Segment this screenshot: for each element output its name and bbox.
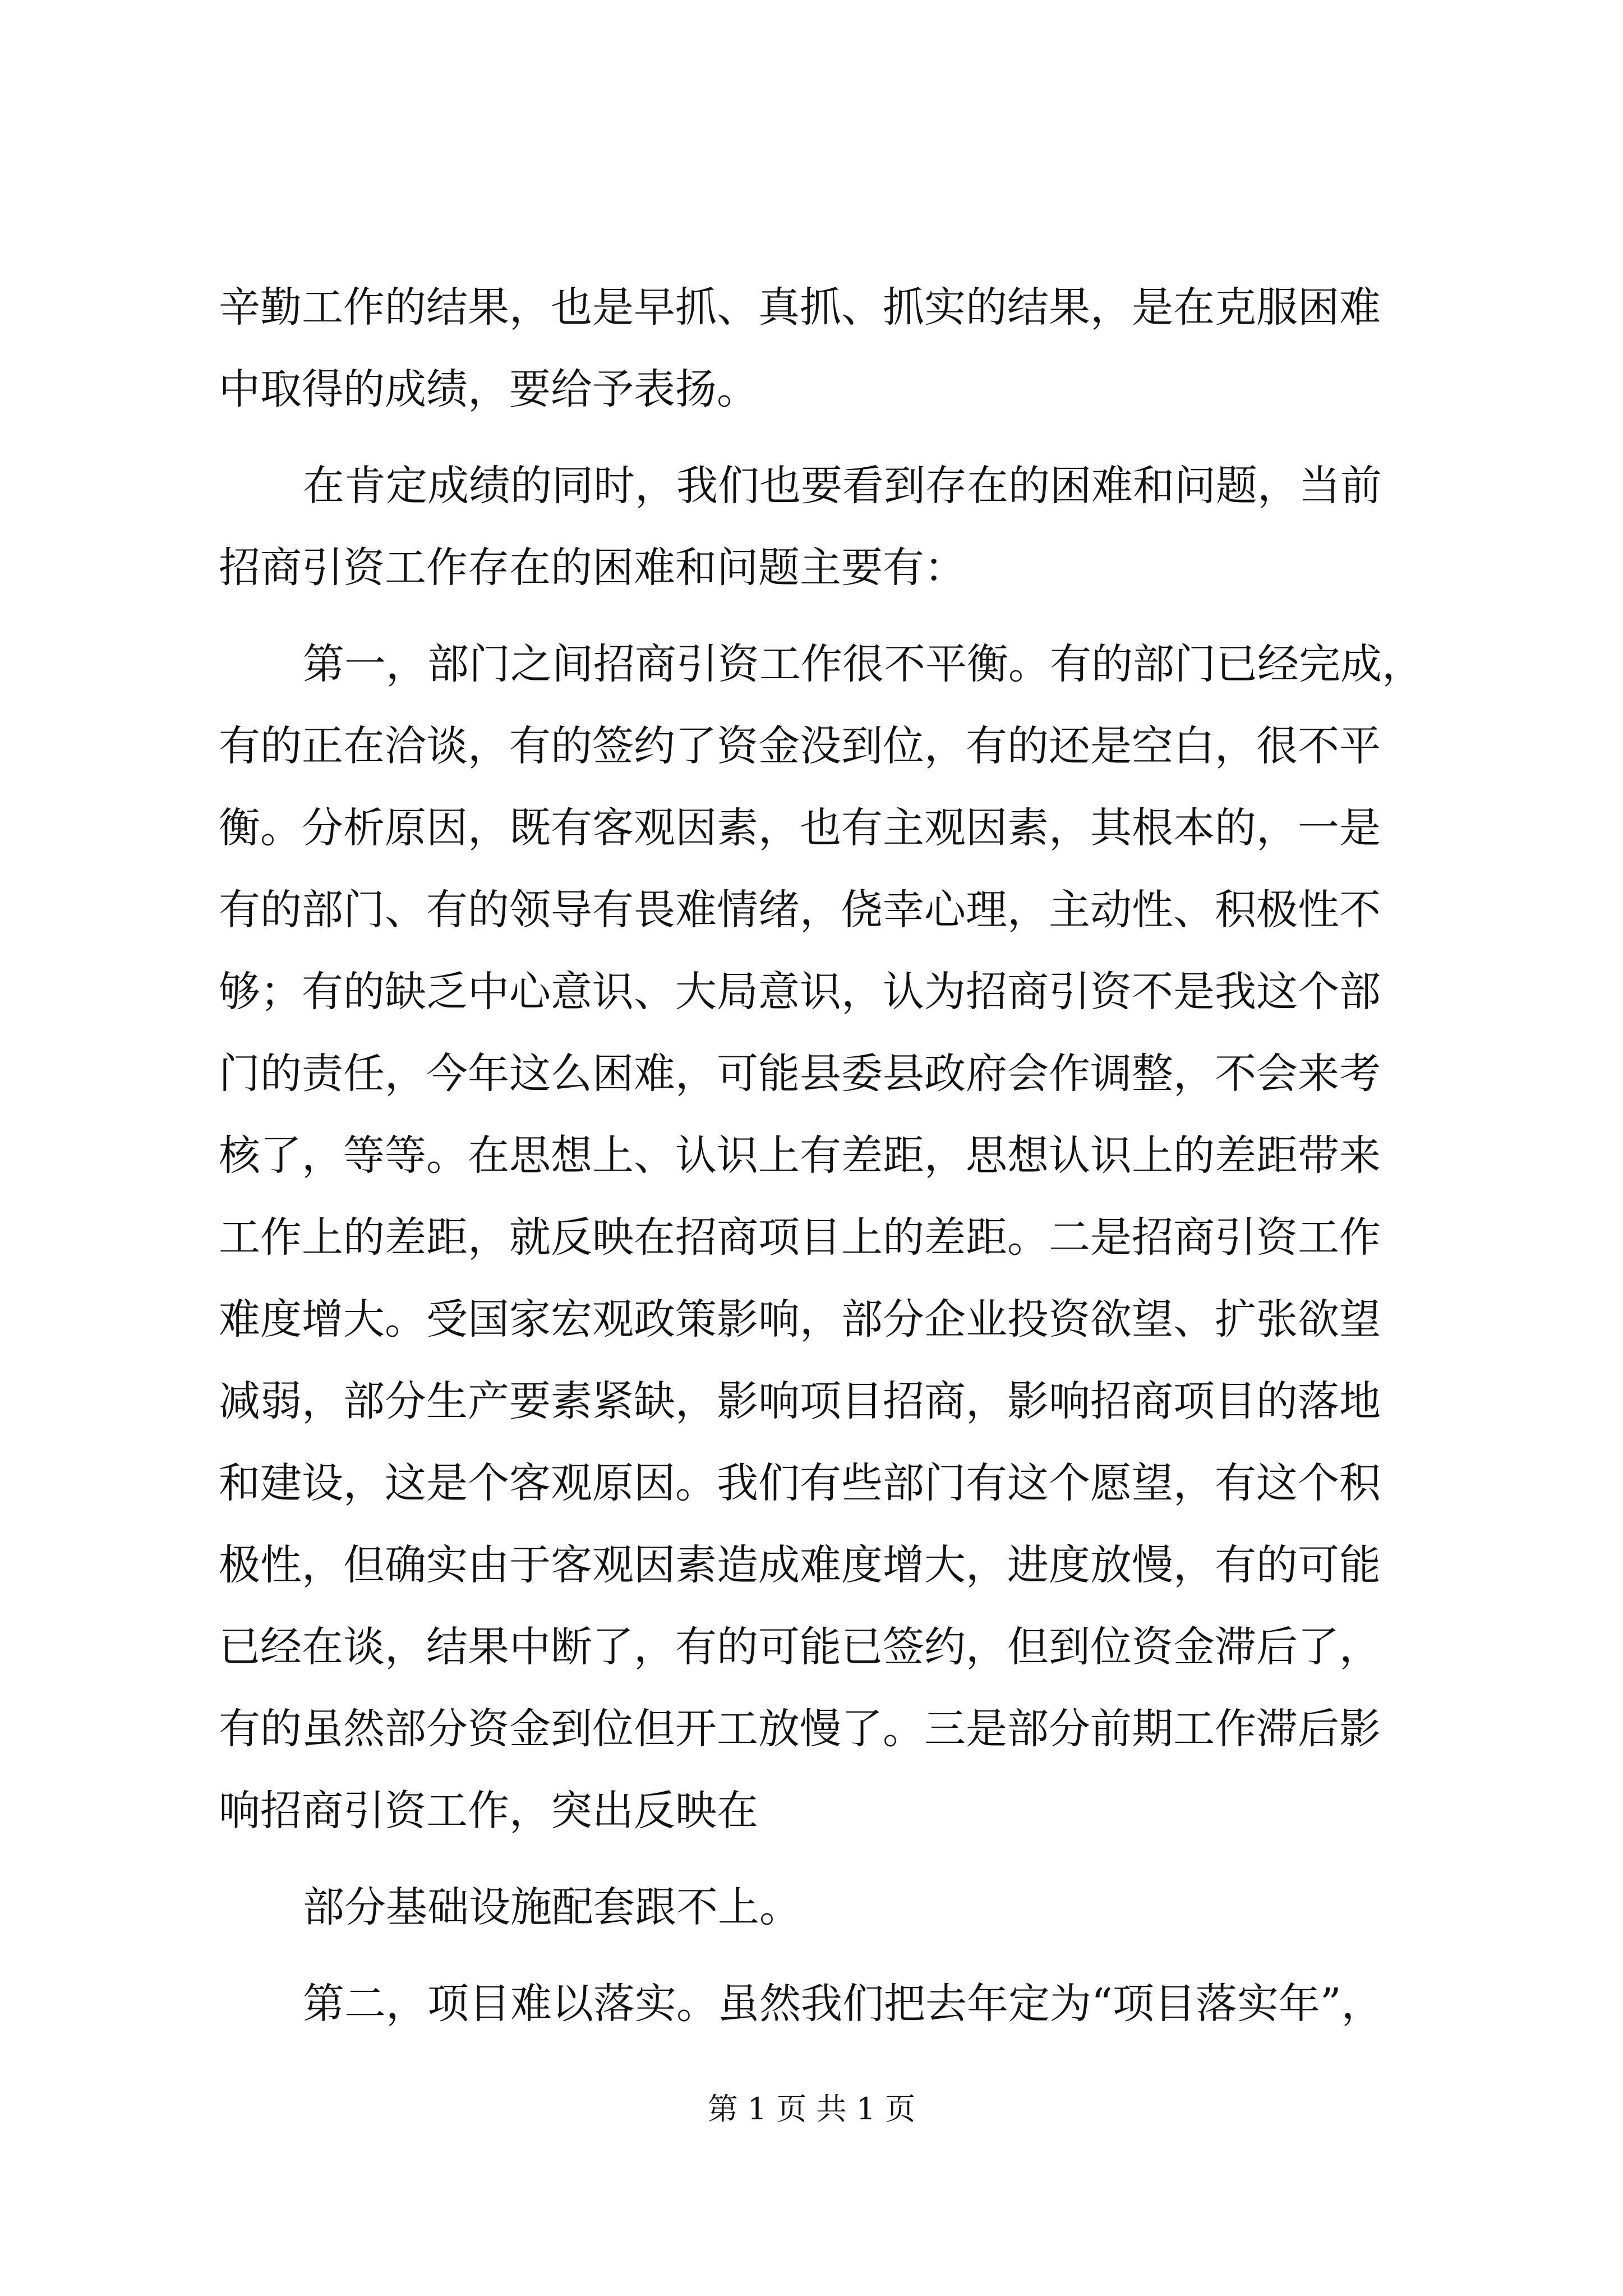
paragraph-start-line: 部分基础设施配套跟不上。 bbox=[303, 1883, 801, 1931]
text-line: 和建设，这是个客观原因。我们有些部门有这个愿望，有这个积 bbox=[219, 1459, 1381, 1507]
text-line: 响招商引资工作，突出反映在 bbox=[219, 1787, 758, 1835]
page-footer bbox=[0, 2087, 1623, 2132]
text-line: 减弱，部分生产要素紧缺，影响项目招商，影响招商项目的落地 bbox=[219, 1377, 1381, 1425]
text-line: 门的责任，今年这么困难，可能县委县政府会作调整，不会来考 bbox=[219, 1050, 1381, 1098]
text-line: 有的虽然部分资金到位但开工放慢了。三是部分前期工作滞后影 bbox=[219, 1705, 1381, 1753]
text-line: 辛勤工作的结果，也是早抓、真抓、抓实的结果，是在克服困难 bbox=[219, 283, 1381, 332]
paragraph-start-line: 第二，项目难以落实。虽然我们把去年定为“项目落实年”， bbox=[303, 1980, 1383, 2028]
paragraph-start-line: 第一，部门之间招商引资工作很不平衡。有的部门已经完成， bbox=[303, 640, 1423, 688]
document-body bbox=[219, 266, 1424, 2045]
paragraph-start-line: 在肯定成绩的同时，我们也要看到存在的困难和问题，当前 bbox=[303, 462, 1382, 510]
text-line: 极性，但确实由于客观因素造成难度增大，进度放慢，有的可能 bbox=[219, 1541, 1381, 1589]
text-line: 够；有的缺乏中心意识、大局意识，认为招商引资不是我这个部 bbox=[219, 968, 1381, 1016]
text-line: 中取得的成绩，要给予表扬。 bbox=[219, 365, 758, 413]
text-line: 工作上的差距，就反映在招商项目上的差距。二是招商引资工作 bbox=[219, 1213, 1381, 1262]
page-number-label: 第 1 页 共 1 页 bbox=[707, 2091, 916, 2127]
text-line: 难度增大。受国家宏观政策影响，部分企业投资欲望、扩张欲望 bbox=[219, 1295, 1381, 1343]
text-line: 招商引资工作存在的困难和问题主要有： bbox=[219, 544, 966, 592]
text-line: 有的部门、有的领导有畏难情绪，侥幸心理，主动性、积极性不 bbox=[219, 886, 1381, 934]
text-line: 有的正在洽谈，有的签约了资金没到位，有的还是空白，很不平 bbox=[219, 722, 1381, 770]
text-line: 核了，等等。在思想上、认识上有差距，思想认识上的差距带来 bbox=[219, 1131, 1381, 1180]
text-line: 衡。分析原因，既有客观因素，也有主观因素，其根本的，一是 bbox=[219, 804, 1381, 852]
text-line: 已经在谈，结果中断了，有的可能已签约，但到位资金滞后了， bbox=[219, 1623, 1381, 1671]
